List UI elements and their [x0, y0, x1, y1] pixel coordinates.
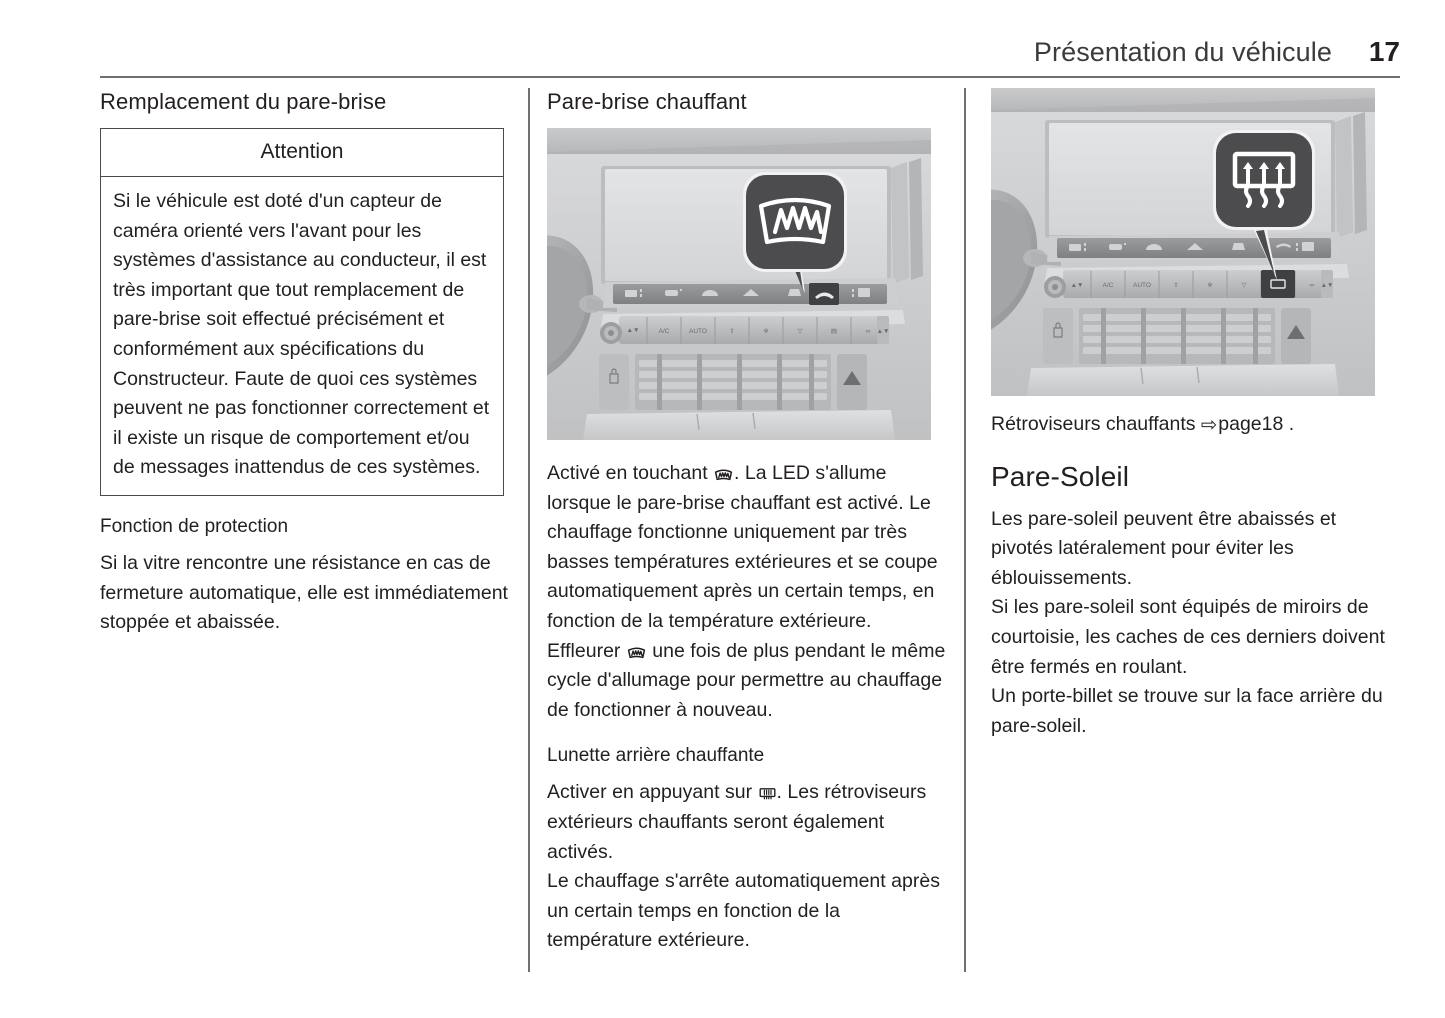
subsection-title-heated-rear-window: Lunette arrière chauffante — [547, 745, 765, 767]
door-lock-button — [599, 354, 629, 410]
rear-paragraph-1-text-after-icon: . Les rétroviseurs extérieurs chauffants seront également activés. — [547, 781, 927, 863]
svg-text:▲▼: ▲▼ — [626, 327, 640, 334]
heated-rear-window-paragraph-1 — [547, 778, 947, 867]
paragraph-2-text-after-icon: une fois de plus pendant le même cycle d'allumage pour permettre au chauffage de fonctionner à nouveau. — [547, 639, 946, 721]
page-header — [100, 36, 1400, 76]
attention-body-text: Si le véhicule est doté d'un capteur de caméra orienté vers l'avant pour les systèmes d'assistance au conducteur, il est très important que tout remplacement de pare-brise soit effectué précisément et conformément aux spécifications du Constructeur. Faute de quoi ces systèmes peuvent ne pas fonctionner correctement et il existe un risque de comportement et/ou de messages inattendus de ces systèmes. — [113, 190, 490, 479]
heated-rear-window-climate-key — [1261, 270, 1295, 298]
heated-windshield-icon — [746, 175, 844, 269]
heated-rear-window-paragraph-2: Le chauffage s'arrête automatiquement après un certain temps en fonction de la température extérieure. — [547, 870, 940, 952]
middle-column — [547, 88, 947, 956]
column-divider-right — [964, 88, 966, 972]
section-title-sun-visor: Pare-Soleil — [991, 460, 1130, 492]
heated-windshield-dashboard-photo — [547, 128, 931, 440]
svg-text:▽: ▽ — [797, 328, 803, 335]
sun-visor-paragraph-3: Un porte-billet se trouve sur la face arrière du pare-soleil. — [991, 685, 1383, 737]
svg-text:⇧: ⇧ — [1173, 282, 1179, 289]
door-lock-button — [1043, 308, 1073, 364]
right-column — [991, 88, 1391, 741]
subsection-title-protection-function: Fonction de protection — [100, 515, 289, 537]
cross-reference-arrow-icon: ⇨ — [1200, 414, 1218, 436]
heated-windshield-paragraph-1 — [547, 459, 947, 637]
section-title-windshield-replacement: Remplacement du pare-brise — [100, 89, 387, 114]
paragraph-1-text-after-icon: . La LED s'allume lorsque le pare-brise chauffant est activé. Le chauffage fonctionne uniquement par très basses températures extérieures et se coupe automatiquement après un certain temps, en fonction de la température extérieure. — [547, 462, 938, 632]
svg-text:A/C: A/C — [658, 328, 670, 335]
svg-text:▤: ▤ — [830, 328, 838, 335]
heated-rear-window-icon — [759, 787, 776, 800]
svg-text:※: ※ — [763, 328, 769, 335]
svg-text:▲▼: ▲▼ — [1320, 282, 1334, 289]
rear-paragraph-1-text-before-icon: Activer en appuyant sur — [547, 781, 758, 804]
svg-text:▽: ▽ — [1241, 282, 1247, 289]
attention-box — [100, 128, 504, 496]
caption-text: Rétroviseurs chauffants — [991, 413, 1201, 435]
caption-page-reference[interactable]: page18 . — [1218, 413, 1295, 435]
svg-text:A/C: A/C — [1102, 282, 1114, 289]
svg-text:∞: ∞ — [1309, 282, 1315, 289]
page-title: Présentation du véhicule — [1033, 37, 1332, 67]
column-divider-left — [528, 88, 530, 972]
svg-text:AUTO: AUTO — [1133, 282, 1151, 289]
heated-windshield-icon — [714, 467, 733, 481]
attention-heading: Attention — [101, 129, 503, 177]
section-title-heated-windshield: Pare-brise chauffant — [547, 89, 747, 114]
paragraph-2-text-before-icon: Effleurer — [547, 639, 626, 662]
dashboard-illustration — [547, 128, 931, 440]
svg-text:AUTO: AUTO — [689, 328, 707, 335]
sun-visor-paragraph-1: Les pare-soleil peuvent être abaissés et pivotés latéralement pour éviter les éblouissements. — [991, 507, 1337, 589]
sun-visor-paragraph-2: Si les pare-soleil sont équipés de miroirs de courtoisie, les caches de ces derniers doivent être fermés en roulant. — [991, 596, 1385, 678]
left-column — [100, 88, 508, 638]
svg-text:※: ※ — [1207, 282, 1213, 289]
figure-caption-heated-mirrors — [991, 410, 1391, 441]
dashboard-illustration — [991, 88, 1375, 396]
svg-text:⇧: ⇧ — [729, 328, 735, 335]
heated-windshield-icon — [627, 645, 646, 659]
svg-text:∞: ∞ — [865, 328, 871, 335]
page-number: 17 — [1368, 36, 1400, 67]
heated-rear-window-dashboard-photo — [991, 88, 1375, 396]
paragraph-1-text-before-icon: Activé en touchant — [547, 462, 714, 484]
header-rule — [100, 76, 1400, 78]
protection-function-text: Si la vitre rencontre une résistance en cas de fermeture automatique, elle est immédiatement stoppée et abaissée. — [100, 551, 508, 634]
svg-text:▲▼: ▲▼ — [1070, 282, 1084, 289]
svg-text:▲▼: ▲▼ — [876, 328, 890, 335]
heated-windshield-paragraph-2 — [547, 637, 947, 726]
